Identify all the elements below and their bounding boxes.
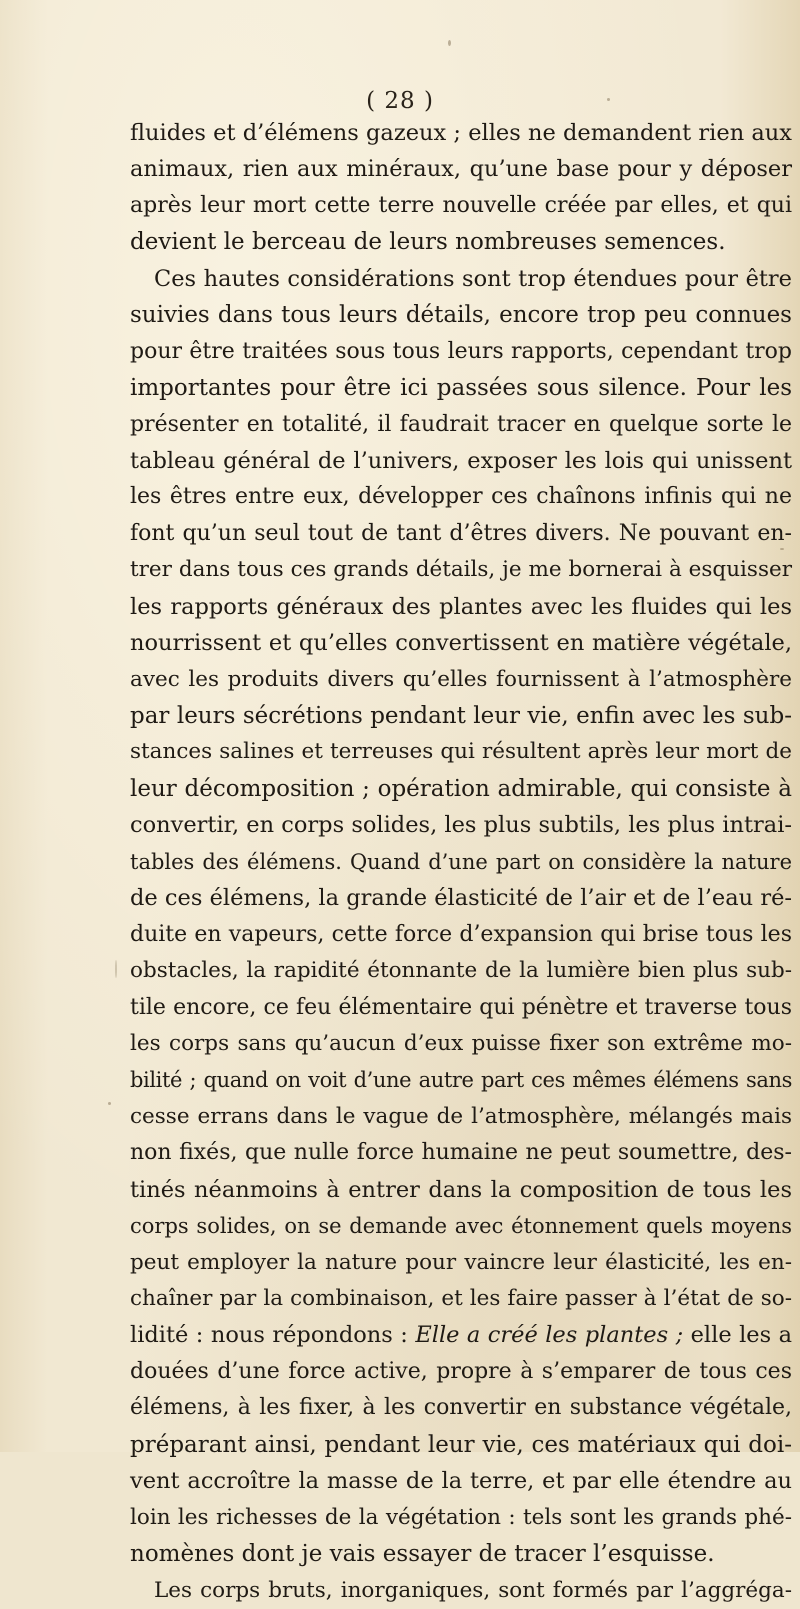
text-line: suivies dans tous leurs détails, encore trop peu connues [130, 302, 792, 329]
text-line: vent accroître la masse de la terre, et par elle étendre au [130, 1468, 792, 1495]
text-run: elle les a [683, 1322, 792, 1349]
text-line: loin les richesses de la végétation : tels sont les grands phé- [130, 1504, 792, 1530]
text-line: chaîner par la combinaison, et les faire passer à l’état de so- [130, 1286, 792, 1311]
text-line: peut employer la nature pour vaincre leur élasticité, les en- [130, 1249, 792, 1275]
text-line: les corps sans qu’aucun d’eux puisse fixer son extrême mo- [130, 1030, 792, 1056]
text-line: Les corps bruts, inorganiques, sont formés par l’aggréga- [154, 1577, 792, 1603]
text-line: convertir, en corps solides, les plus subtils, les plus intrai- [130, 812, 792, 839]
text-line: bilité ; quand on voit d’une autre part ces mêmes élémens sans [130, 1068, 792, 1093]
text-line: préparant ainsi, pendant leur vie, ces matériaux qui doi- [130, 1431, 792, 1458]
text-line: animaux, rien aux minéraux, qu’une base pour y déposer [130, 156, 792, 183]
text-line: douées d’une force active, propre à s’emparer de tous ces [130, 1358, 792, 1384]
text-line: stances salines et terreuses qui résultent après leur mort de [130, 739, 792, 765]
body-text [130, 115, 792, 1609]
page-number: ( 28 ) [366, 88, 434, 114]
text-line: cesse errans dans le vague de l’atmosphère, mélangés mais [130, 1103, 792, 1129]
italic-phrase: Elle a créé les plantes ; [415, 1322, 684, 1349]
text-line: tables des élémens. Quand d’une part on considère la nature [130, 849, 792, 874]
text-line: présenter en totalité, il faudrait tracer en quelque sorte le [130, 411, 792, 437]
text-line: tile encore, ce feu élémentaire qui pénètre et traverse tous [130, 994, 792, 1020]
text-line: tableau général de l’univers, exposer les lois qui unissent [130, 447, 792, 474]
text-line: non fixés, que nulle force humaine ne peut soumettre, des- [130, 1140, 792, 1166]
ink-speck [115, 960, 117, 978]
ink-speck [108, 1102, 111, 1105]
text-line: devient le berceau de leurs nombreuses semences. [130, 229, 726, 256]
text-line: les rapports généraux des plantes avec les fluides qui les [130, 593, 792, 620]
text-run: lidité : nous répondons : [130, 1322, 416, 1349]
text-line: élémens, à les fixer, à les convertir en substance végétale, [130, 1395, 792, 1421]
text-line: leur décomposition ; opération admirable, qui consiste à [130, 775, 792, 802]
text-line: duite en vapeurs, cette force d’expansion qui brise tous les [130, 921, 792, 947]
text-line: importantes pour être ici passées sous silence. Pour les [130, 375, 792, 402]
text-line: après leur mort cette terre nouvelle créée par elles, et qui [130, 192, 792, 218]
text-line: font qu’un seul tout de tant d’êtres divers. Ne pouvant en- [130, 520, 792, 546]
text-line: trer dans tous ces grands détails, je me bornerai à esquisser [130, 557, 792, 583]
text-line: de ces élémens, la grande élasticité de l’air et de l’eau ré- [130, 885, 792, 912]
text-line: nourrissent et qu’elles convertissent en matière végétale, [130, 630, 792, 657]
text-line: avec les produits divers qu’elles fournissent à l’atmosphère [130, 666, 792, 692]
text-line: tinés néanmoins à entrer dans la composition de tous les [130, 1176, 792, 1203]
text-line: nomènes dont je vais essayer de tracer l’esquisse. [130, 1541, 715, 1568]
text-line: les êtres entre eux, développer ces chaînons infinis qui ne [130, 484, 792, 510]
ink-speck [448, 40, 451, 46]
text-line: obstacles, la rapidité étonnante de la lumière bien plus sub- [130, 958, 792, 984]
text-line: corps solides, on se demande avec étonnement quels moyens [130, 1214, 792, 1239]
text-line: Ces hautes considérations sont trop étendues pour être [154, 265, 792, 292]
text-line: fluides et d’élémens gazeux ; elles ne demandent rien aux [130, 120, 792, 146]
text-line-with-italic [130, 1317, 792, 1353]
text-line: pour être traitées sous tous leurs rapports, cependant trop [130, 338, 792, 364]
text-line: par leurs sécrétions pendant leur vie, enfin avec les sub- [130, 703, 792, 729]
